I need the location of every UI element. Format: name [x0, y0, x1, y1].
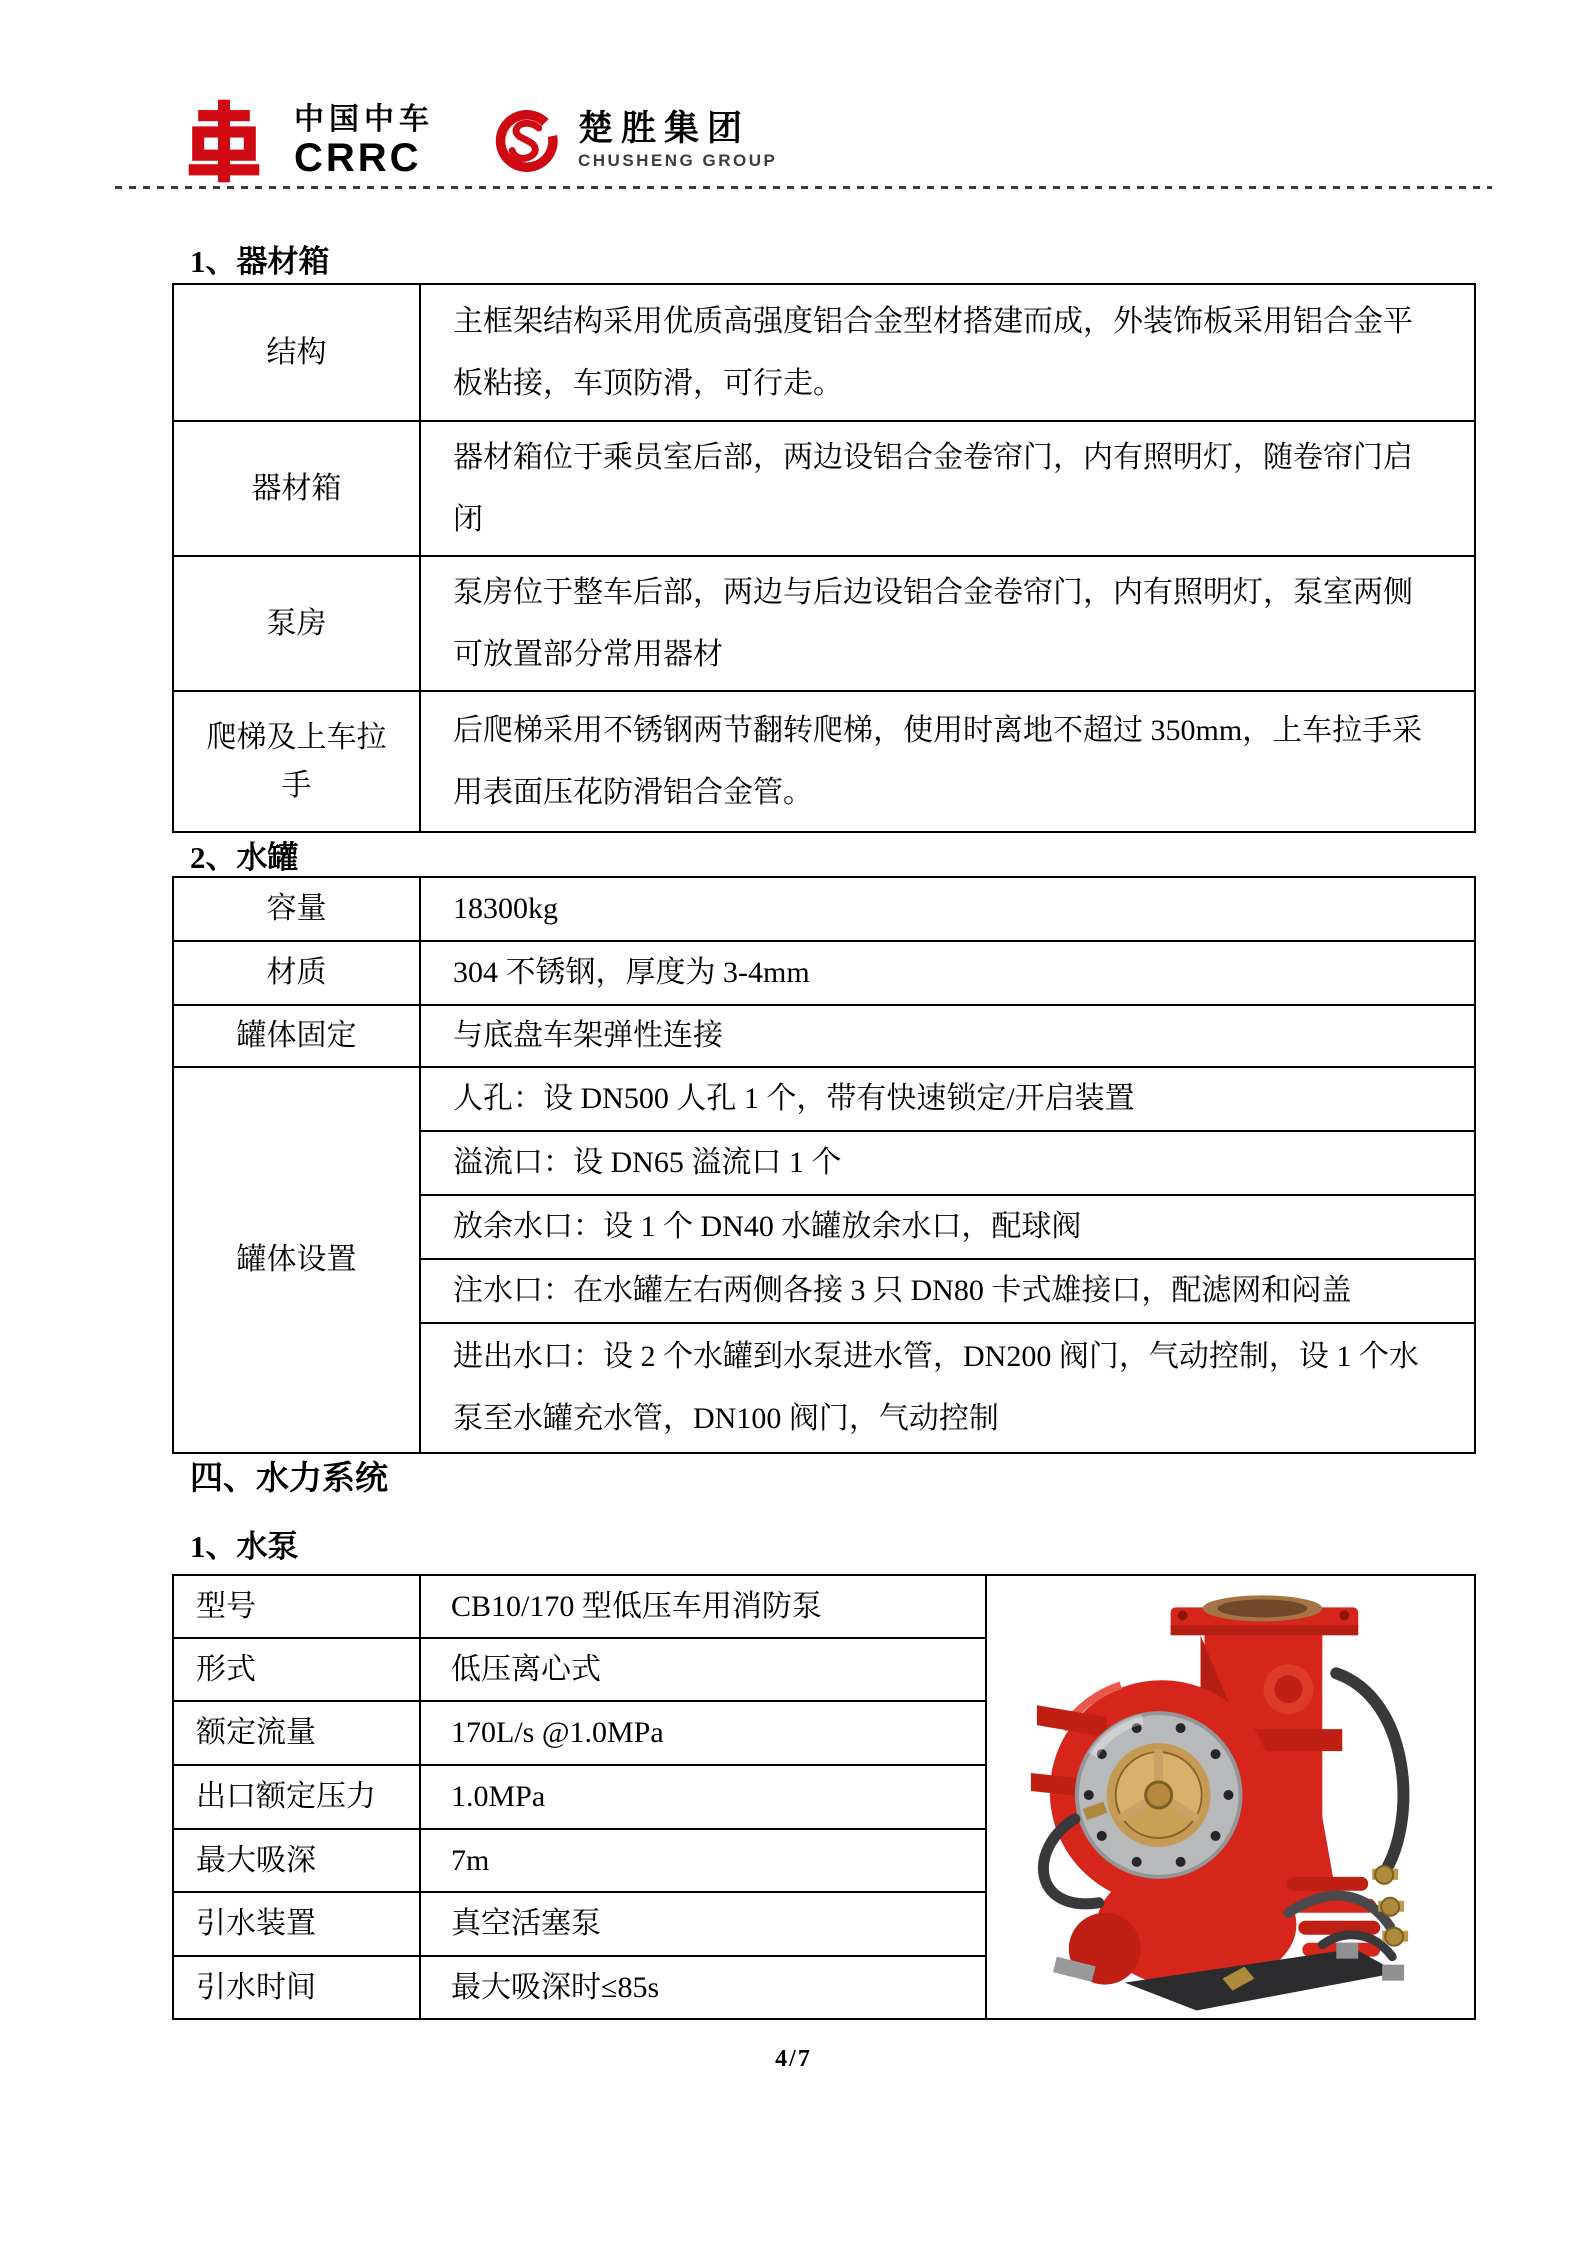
tank-setup-item: 进出水口：设 2 个水罐到水泵进水管，DN200 阀门，气动控制，设 1 个水泵至水罐充水管，DN100 阀门，气动控制 [420, 1323, 1475, 1453]
table-row [173, 1067, 1475, 1131]
heading-water-tank: 2、水罐 [190, 840, 299, 875]
header-logos [170, 98, 777, 184]
crrc-logo-text [294, 103, 434, 179]
row-label: 容量 [173, 877, 420, 941]
table-row [173, 284, 1475, 421]
water-tank-table [172, 876, 1476, 1454]
chusheng-logo-text [578, 109, 777, 173]
row-label: 引水装置 [173, 1892, 420, 1956]
fire-pump-photo [987, 1577, 1472, 2017]
page-number: 4/7 [775, 2046, 812, 2072]
table-row [173, 1575, 1475, 1638]
row-label: 材质 [173, 941, 420, 1005]
crrc-logo-icon [170, 98, 278, 184]
row-value: 1.0MPa [420, 1765, 986, 1829]
heading-hydraulic-system: 四、水力系统 [190, 1461, 388, 1497]
row-text: 304 不锈钢，厚度为 3-4mm [420, 941, 1475, 1005]
row-label: 最大吸深 [173, 1829, 420, 1892]
row-value: 低压离心式 [420, 1638, 986, 1701]
chusheng-name-cn: 楚胜集团 [578, 109, 751, 148]
row-value: 7m [420, 1829, 986, 1892]
table-row [173, 877, 1475, 941]
row-label: 额定流量 [173, 1701, 420, 1765]
row-text: 18300kg [420, 877, 1475, 941]
row-text: 泵房位于整车后部，两边与后边设铝合金卷帘门，内有照明灯，泵室两侧可放置部分常用器材 [420, 556, 1475, 691]
row-value: 170L/s @1.0MPa [420, 1701, 986, 1765]
tank-setup-item: 人孔：设 DN500 人孔 1 个，带有快速锁定/开启装置 [420, 1067, 1475, 1131]
row-text: 器材箱位于乘员室后部，两边设铝合金卷帘门，内有照明灯，随卷帘门启闭 [420, 421, 1475, 556]
row-label: 型号 [173, 1575, 420, 1638]
row-label: 泵房 [173, 556, 420, 691]
chusheng-logo-icon [476, 98, 562, 184]
table-row [173, 421, 1475, 556]
table-row [173, 941, 1475, 1005]
row-label: 形式 [173, 1638, 420, 1701]
row-label: 罐体固定 [173, 1005, 420, 1067]
pump-photo-cell [986, 1575, 1475, 2019]
row-label: 结构 [173, 284, 420, 421]
row-label: 爬梯及上车拉手 [173, 691, 420, 832]
row-label: 引水时间 [173, 1956, 420, 2019]
tank-setup-item: 溢流口：设 DN65 溢流口 1 个 [420, 1131, 1475, 1195]
row-text: 主框架结构采用优质高强度铝合金型材搭建而成，外装饰板采用铝合金平板粘接，车顶防滑，可行走。 [420, 284, 1475, 421]
row-value: CB10/170 型低压车用消防泵 [420, 1575, 986, 1638]
table-row [173, 691, 1475, 832]
equipment-box-table [172, 283, 1476, 833]
table-row [173, 1005, 1475, 1067]
water-pump-table [172, 1574, 1476, 2020]
row-value: 真空活塞泵 [420, 1892, 986, 1956]
tank-setup-item: 注水口：在水罐左右两侧各接 3 只 DN80 卡式雄接口，配滤网和闷盖 [420, 1259, 1475, 1323]
crrc-name-cn: 中国中车 [294, 103, 434, 136]
row-label: 器材箱 [173, 421, 420, 556]
table-row [173, 556, 1475, 691]
row-text: 与底盘车架弹性连接 [420, 1005, 1475, 1067]
row-label: 出口额定压力 [173, 1765, 420, 1829]
row-value: 最大吸深时≤85s [420, 1956, 986, 2019]
header-divider [115, 186, 1492, 189]
tank-setup-item: 放余水口：设 1 个 DN40 水罐放余水口，配球阀 [420, 1195, 1475, 1259]
tank-setup-label: 罐体设置 [173, 1067, 420, 1453]
crrc-name-en: CRRC [294, 136, 422, 180]
chusheng-name-en: CHUSHENG GROUP [578, 151, 778, 170]
row-text: 后爬梯采用不锈钢两节翻转爬梯，使用时离地不超过 350mm，上车拉手采用表面压花防滑铝合金管。 [420, 691, 1475, 832]
heading-equipment-box: 1、器材箱 [190, 244, 330, 279]
heading-water-pump: 1、水泵 [190, 1529, 299, 1564]
